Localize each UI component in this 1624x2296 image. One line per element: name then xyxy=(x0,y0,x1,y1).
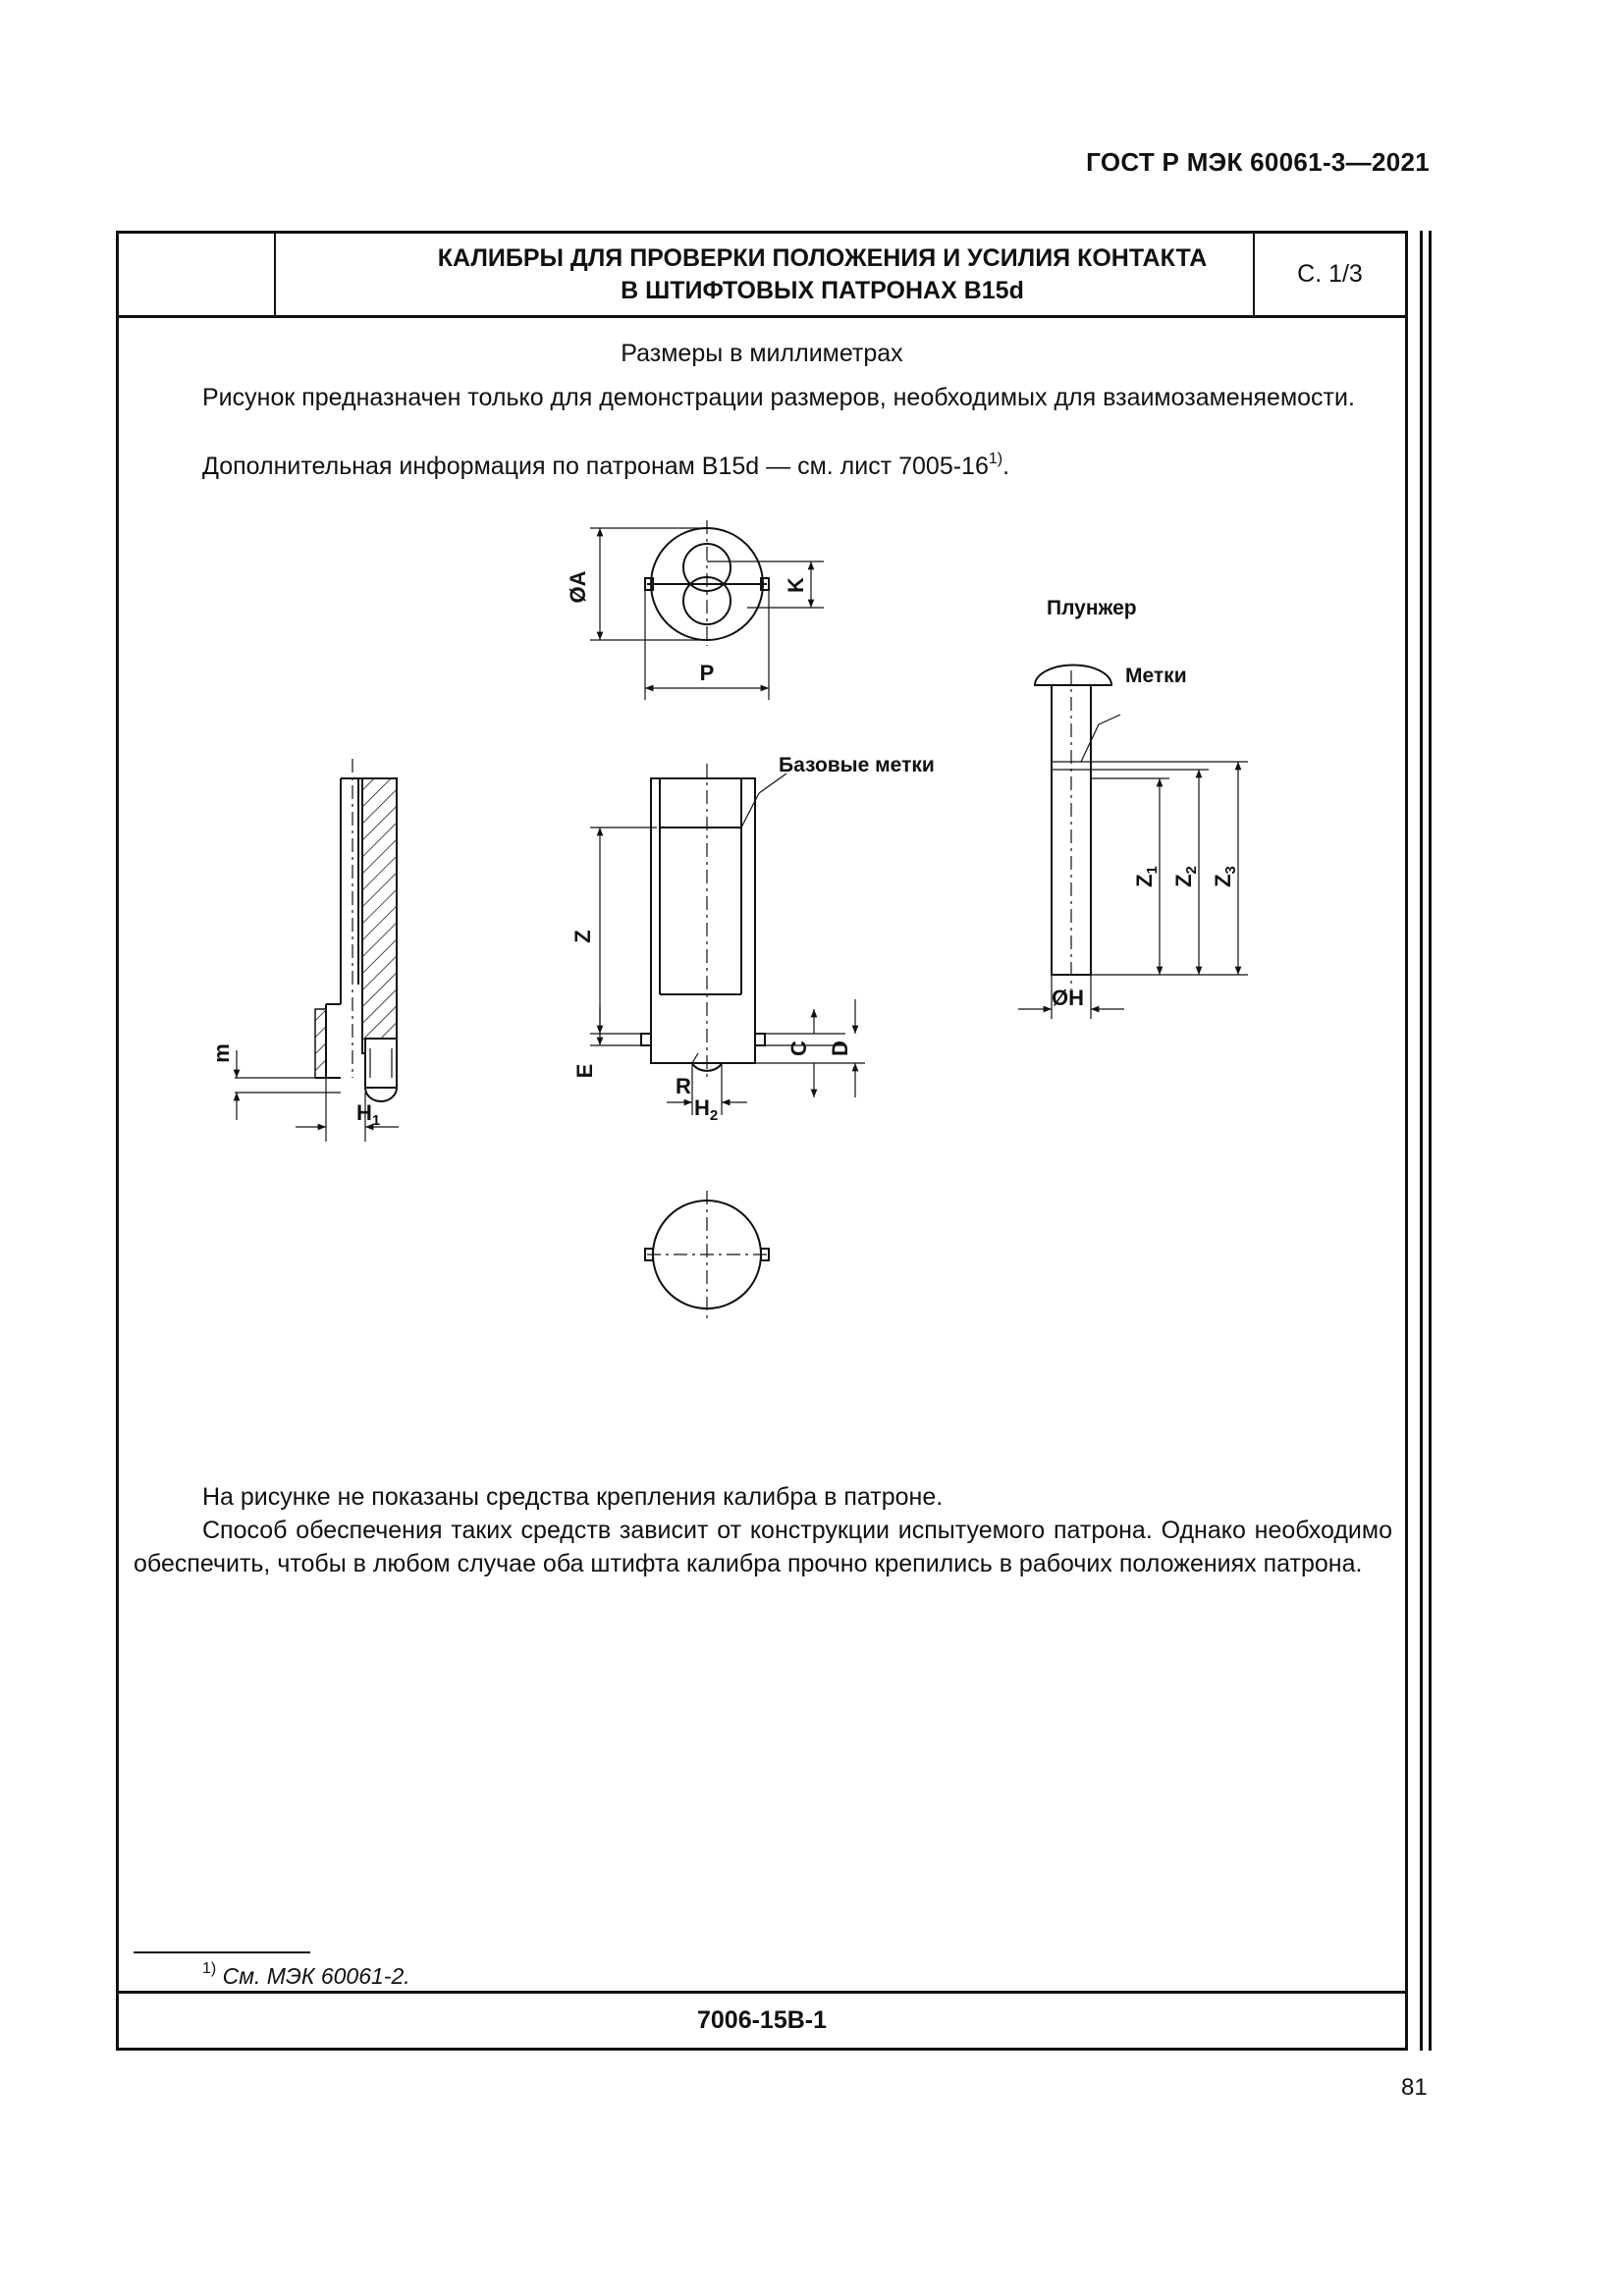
label-r: R xyxy=(676,1074,691,1098)
label-z3: $Z_3$ xyxy=(1211,866,1239,887)
label-p: P xyxy=(699,661,715,685)
footnote-marker: 1) xyxy=(202,1960,217,1977)
sheet-title-line1: КАЛИБРЫ ДЛЯ ПРОВЕРКИ ПОЛОЖЕНИЯ И УСИЛИЯ КОНТАКТА xyxy=(437,243,1208,272)
sheet-number: С. 1/3 xyxy=(1253,234,1405,315)
page-number: 81 xyxy=(1401,2074,1428,2101)
sheet-title-line2: В ШТИФТОВЫХ ПАТРОНАХ В15d xyxy=(621,276,1024,304)
label-plunger: Плунжер xyxy=(1047,597,1137,619)
label-marks: Метки xyxy=(1125,665,1187,687)
frame-double-line-outer xyxy=(1420,231,1423,2051)
label-d: D xyxy=(828,1041,852,1056)
label-base-marks: Базовые метки xyxy=(779,754,935,776)
fixing-method: Способ обеспечения таких средств зависит от конструкции испытуемого патрона. Однако необходимо обеспечить, чтобы в любом случае оба штифта калибра прочно крепились в рабочих положениях патрона. xyxy=(134,1517,1392,1577)
units-note: Размеры в миллиметрах xyxy=(621,340,903,367)
footnote-ref: 1) xyxy=(988,451,1003,467)
gauge-front-view xyxy=(590,764,865,1115)
section-view xyxy=(235,759,399,1142)
sheet-code: 7006-15В-1 xyxy=(119,1991,1405,2048)
additional-info-text: Дополнительная информация по патронам В15d — см. лист 7005-16 xyxy=(202,453,989,480)
label-k: K xyxy=(784,577,808,593)
footnote-separator xyxy=(134,1951,310,1953)
label-h2: $H_2$ xyxy=(694,1095,719,1124)
intro-paragraph: Рисунок предназначен только для демонстрации размеров, необходимых для взаимозаменяемости. xyxy=(202,384,1355,411)
fixing-note: На рисунке не показаны средства крепления калибра в патроне. xyxy=(202,1483,944,1511)
label-z: Z xyxy=(570,930,595,943)
label-m: m xyxy=(209,1043,234,1063)
label-dia-h: ØH xyxy=(1052,986,1084,1010)
standard-code: ГОСТ Р МЭК 60061-3—2021 xyxy=(1086,147,1430,177)
additional-info-end: . xyxy=(1002,453,1010,480)
label-h1: $H_1$ xyxy=(356,1100,381,1129)
sheet-frame xyxy=(116,231,1408,2051)
plunger-view xyxy=(1018,665,1248,1019)
label-dia-a: ØA xyxy=(566,570,590,604)
label-z1: $Z_1$ xyxy=(1132,866,1161,887)
frame-double-line-inner xyxy=(1429,231,1432,2051)
label-z2: $Z_2$ xyxy=(1171,866,1200,887)
label-c: C xyxy=(786,1041,811,1056)
footnote-text: См. МЭК 60061-2. xyxy=(222,1963,410,1989)
bottom-view xyxy=(645,1191,769,1318)
label-e: E xyxy=(572,1063,597,1079)
footnote xyxy=(202,1960,410,1990)
